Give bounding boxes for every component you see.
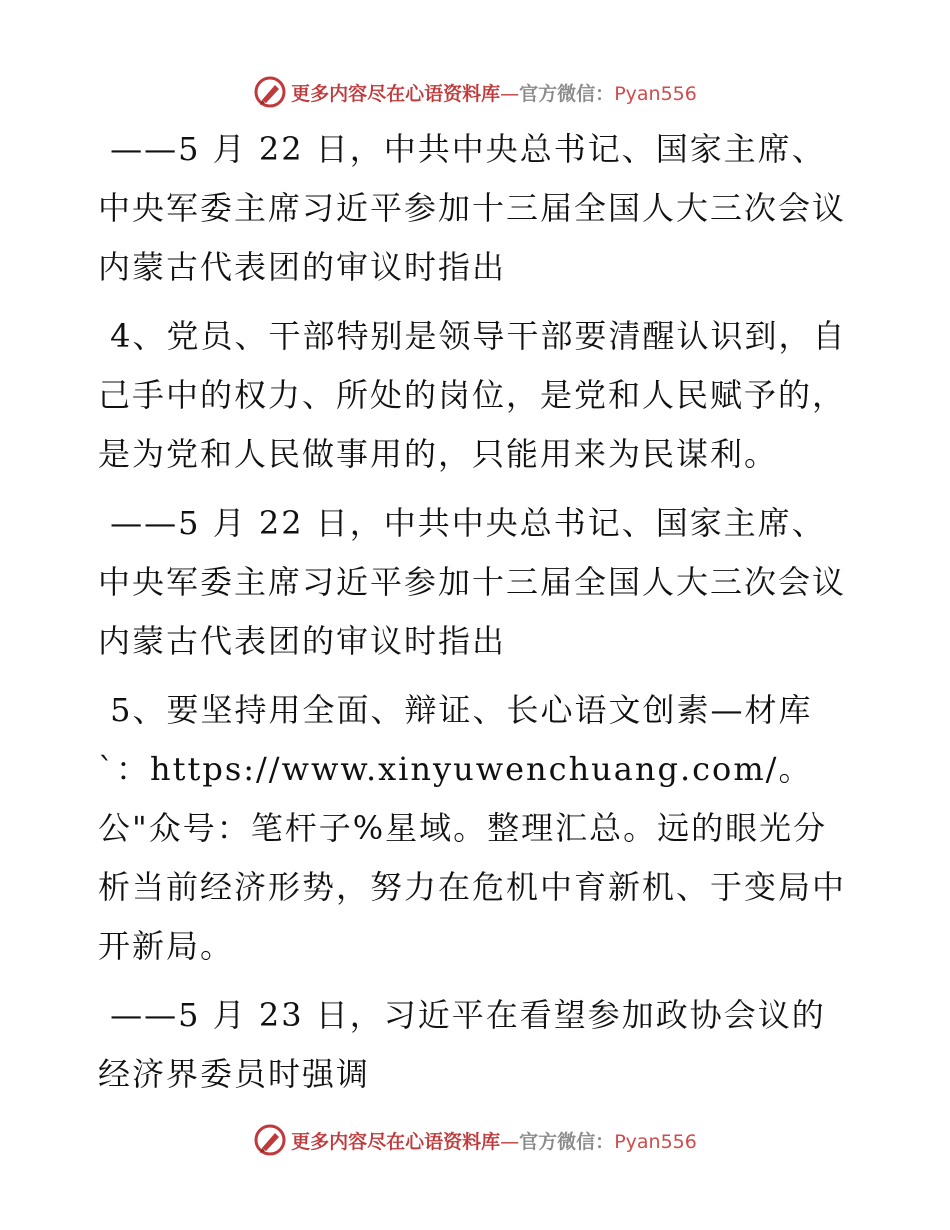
paragraph-item-4: 4、党员、干部特别是领导干部要清醒认识到，自己手中的权力、所处的岗位，是党和人民赋予的，是为党和人民做事用的，只能用来为民谋利。 (98, 317, 847, 473)
header-banner (0, 72, 950, 112)
pen-logo-icon (253, 1123, 287, 1157)
footer-banner-text (291, 1127, 697, 1154)
header-banner-main: 更多内容尽在心语资料库 (291, 82, 501, 105)
header-banner-official: 官方微信： (519, 82, 615, 105)
header-banner-sep: — (500, 82, 520, 105)
header-banner-text (291, 79, 697, 106)
footer-banner-main: 更多内容尽在心语资料库 (291, 1130, 501, 1153)
document-body (98, 120, 858, 1114)
footer-banner-id: Pyan556 (614, 1130, 697, 1153)
footer-banner-official: 官方微信： (519, 1130, 615, 1153)
footer-banner (0, 1120, 950, 1160)
footer-banner-sep: — (500, 1130, 520, 1153)
paragraph-source-1: ——5 月 22 日，中共中央总书记、国家主席、中央军委主席习近平参加十三届全国人大三次会议内蒙古代表团的审议时指出 (98, 130, 847, 286)
paragraph-item-5: 5、要坚持用全面、辩证、长心语文创素—材库`：https://www.xinyuwenchuang.com/。公"众号：笔杆子%星域。整理汇总。远的眼光分析当前经济形势，努力在危机中育新机、于变局中开新局。 (98, 691, 847, 965)
paragraph-source-3: ——5 月 23 日，习近平在看望参加政协会议的经济界委员时强调 (98, 996, 826, 1093)
paragraph-source-2: ——5 月 22 日，中共中央总书记、国家主席、中央军委主席习近平参加十三届全国人大三次会议内蒙古代表团的审议时指出 (98, 504, 847, 660)
pen-logo-icon (253, 75, 287, 109)
header-banner-id: Pyan556 (614, 82, 697, 105)
